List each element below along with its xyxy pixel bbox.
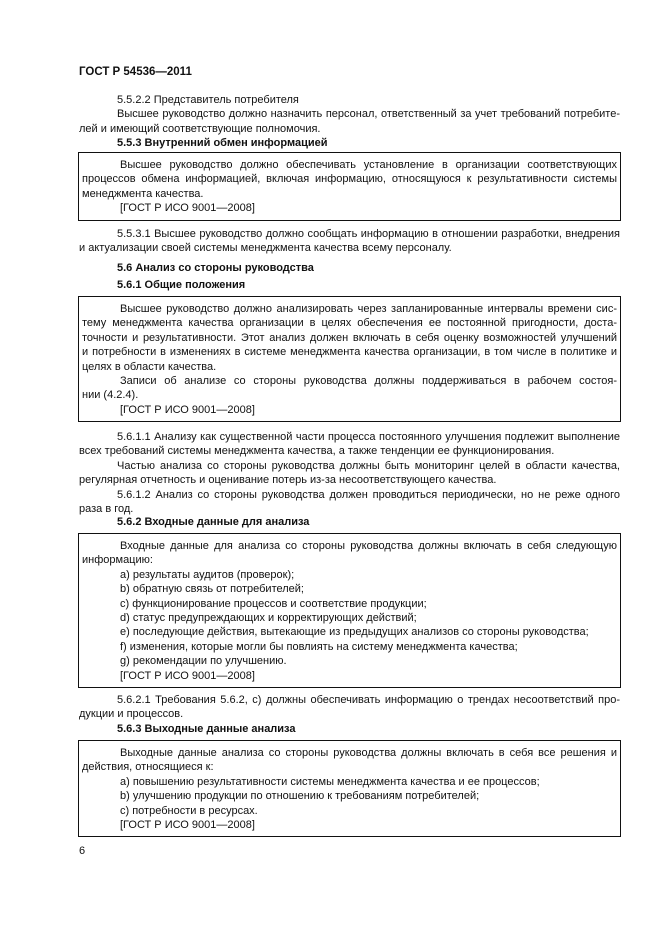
heading-5-6-3	[79, 722, 620, 736]
heading-5-5-3	[79, 136, 620, 150]
quoted-requirement-box	[78, 296, 621, 422]
text-line: 5.6.1.2 Анализ со стороны руководства должен проводиться периодически, но не реже одного	[117, 488, 620, 501]
heading-5-6	[79, 261, 620, 275]
text-line: 5.5.2.2 Представитель потребителя	[117, 94, 299, 106]
text-line: регулярная отчетность и оценивание потерь из-за несоответствующего качества.	[79, 474, 497, 487]
text-line: Высшее руководство должно обеспечивать установление в организации соответствующих	[120, 159, 617, 171]
clause-5-6-1-1	[79, 430, 620, 516]
text-line: g) рекомендации по улучшению.	[120, 655, 287, 668]
text-line: Записи об анализе со стороны руководства должны поддерживаться в рабочем состоя-	[120, 374, 617, 387]
text-line: действия, относящиеся к:	[82, 761, 214, 774]
clause-5-5-2-2	[79, 93, 620, 136]
quoted-requirement-box	[78, 533, 621, 688]
text-line: 5.6.1.1 Анализу как существенной части процесса постоянного улучшения подлежит выполнение	[117, 431, 620, 443]
text-line: раза в год.	[79, 502, 134, 515]
text-line: f) изменения, которые могли бы повлиять на систему менеджмента качества;	[120, 640, 518, 653]
text-line: a) результаты аудитов (проверок);	[120, 568, 295, 581]
text-line: b) улучшению продукции по отношению к требованиям потребителей;	[120, 790, 480, 803]
clause-5-5-3-1	[79, 227, 620, 256]
text-line: 5.6.1 Общие положения	[117, 279, 246, 291]
text-line: b) обратную связь от потребителей;	[120, 583, 304, 596]
quoted-requirement-box	[78, 152, 621, 221]
text-line: целях в области качества.	[82, 360, 217, 373]
clause-5-6-2-1	[79, 693, 620, 722]
text-line: [ГОСТ Р ИСО 9001—2008]	[120, 669, 255, 682]
text-line: [ГОСТ Р ИСО 9001—2008]	[120, 819, 255, 832]
text-line: нии (4.2.4).	[82, 389, 139, 402]
text-line: c) потребности в ресурсах.	[120, 804, 258, 817]
text-line: 5.6.2 Входные данные для анализа	[117, 516, 310, 528]
text-line: [ГОСТ Р ИСО 9001—2008]	[120, 202, 255, 215]
text-line: менеджмента качества.	[82, 187, 204, 200]
text-line: и актуализации своей системы менеджмента качества всему персоналу.	[79, 242, 452, 255]
heading-5-6-1	[79, 278, 620, 292]
text-line: d) статус предупреждающих и корректирующих действий;	[120, 612, 417, 625]
text-line: 5.5.3.1 Высшее руководство должно сообщать информацию в отношении разработки, внедрения	[117, 228, 620, 240]
text-line: 5.5.3 Внутренний обмен информацией	[117, 137, 328, 149]
page-number: 6	[79, 845, 86, 857]
text-line: 5.6 Анализ со стороны руководства	[117, 262, 314, 274]
text-line: [ГОСТ Р ИСО 9001—2008]	[120, 403, 255, 416]
heading-5-6-2	[79, 515, 620, 529]
text-line: Высшее руководство должно анализировать через запланированные интервалы времени сис-	[120, 303, 617, 315]
text-line: и потребности в изменениях в системе менеджмента качества организации, в том числе в политике и	[82, 346, 617, 359]
text-line: всех требований системы менеджмента качества, а также тенденции ее функционирования.	[79, 445, 555, 458]
text-line: a) повышению результативности системы менеджмента качества и ее процессов;	[120, 775, 540, 788]
text-line: Частью анализа со стороны руководства должны быть мониторинг целей в области качества,	[117, 459, 620, 472]
text-line: процессов обмена информацией, включая информацию, относящуюся к результативности системы	[82, 173, 617, 186]
text-line: тему менеджмента качества организации в целях обеспечения ее постоянной пригодности, доста-	[82, 317, 617, 330]
document-id-header: ГОСТ Р 54536—2011	[79, 66, 192, 78]
text-line: e) последующие действия, вытекающие из предыдущих анализов со стороны руководства;	[120, 626, 589, 639]
text-line: Входные данные для анализа со стороны руководства должны включать в себя следующую	[120, 540, 617, 552]
text-line: Высшее руководство должно назначить персонал, ответственный за учет требований потребите-	[117, 108, 620, 121]
text-line: дукции и процессов.	[79, 708, 184, 721]
text-line: информацию:	[82, 554, 153, 567]
text-line: 5.6.2.1 Требования 5.6.2, c) должны обеспечивать информацию о трендах несоответствий про-	[117, 694, 620, 706]
text-line: точности и результативности. Этот анализ должен включать в себя оценку возможностей улучшений	[82, 331, 617, 344]
text-line: лей и имеющий соответствующие полномочия.	[79, 122, 321, 135]
text-line: 5.6.3 Выходные данные анализа	[117, 723, 296, 735]
text-line: c) функционирование процессов и соответствие продукции;	[120, 597, 427, 610]
text-line: Выходные данные анализа со стороны руководства должны включать в себя все решения и	[120, 747, 617, 759]
quoted-requirement-box	[78, 740, 621, 837]
